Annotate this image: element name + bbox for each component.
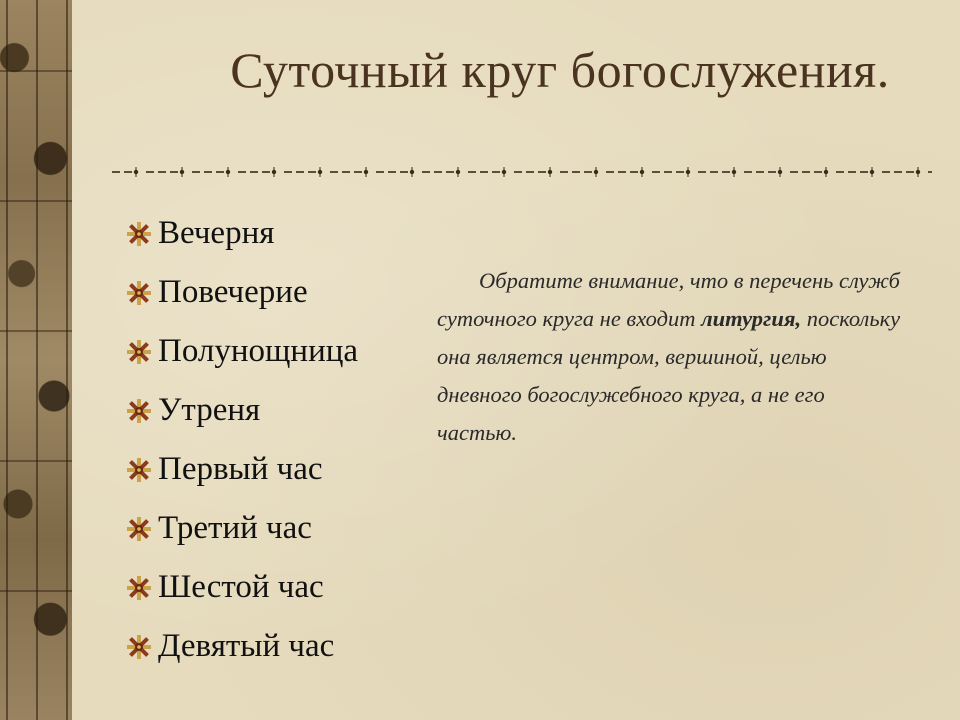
- flower-bullet-icon: [126, 339, 152, 365]
- service-list: [126, 204, 358, 676]
- flower-bullet-icon: [126, 280, 152, 306]
- list-item: [126, 558, 358, 617]
- decorative-side-strip: [0, 0, 72, 720]
- list-item-label: Девятый час: [158, 628, 335, 664]
- liturgy-note: [437, 262, 907, 452]
- list-item: [126, 440, 358, 499]
- note-bold-word: литургия,: [701, 306, 802, 331]
- list-item: [126, 263, 358, 322]
- list-item: [126, 499, 358, 558]
- slide-title-text: Суточный круг богослужения.: [230, 42, 890, 98]
- list-item-label: Утреня: [158, 392, 261, 428]
- list-item-label: Первый час: [158, 451, 323, 487]
- dotted-divider: [112, 162, 932, 182]
- flower-bullet-icon: [126, 634, 152, 660]
- note-text-part1: Обратите внимание, что в перечень служб суточного круга не входит: [437, 268, 900, 331]
- list-item-label: Повечерие: [158, 274, 308, 310]
- flower-bullet-icon: [126, 221, 152, 247]
- list-item-label: Шестой час: [158, 569, 324, 605]
- list-item: [126, 204, 358, 263]
- list-item: [126, 322, 358, 381]
- list-item-label: Третий час: [158, 510, 312, 546]
- flower-bullet-icon: [126, 398, 152, 424]
- list-item-label: Полунощница: [158, 333, 359, 369]
- flower-bullet-icon: [126, 575, 152, 601]
- slide-title: [0, 40, 960, 100]
- list-item: [126, 381, 358, 440]
- list-item-label: Вечерня: [158, 215, 275, 251]
- flower-bullet-icon: [126, 516, 152, 542]
- note-text-part2: поскольку она является центром, вершиной, целью дневного богослужебного круга, а не его частью.: [437, 306, 901, 445]
- list-item: [126, 617, 358, 676]
- flower-bullet-icon: [126, 457, 152, 483]
